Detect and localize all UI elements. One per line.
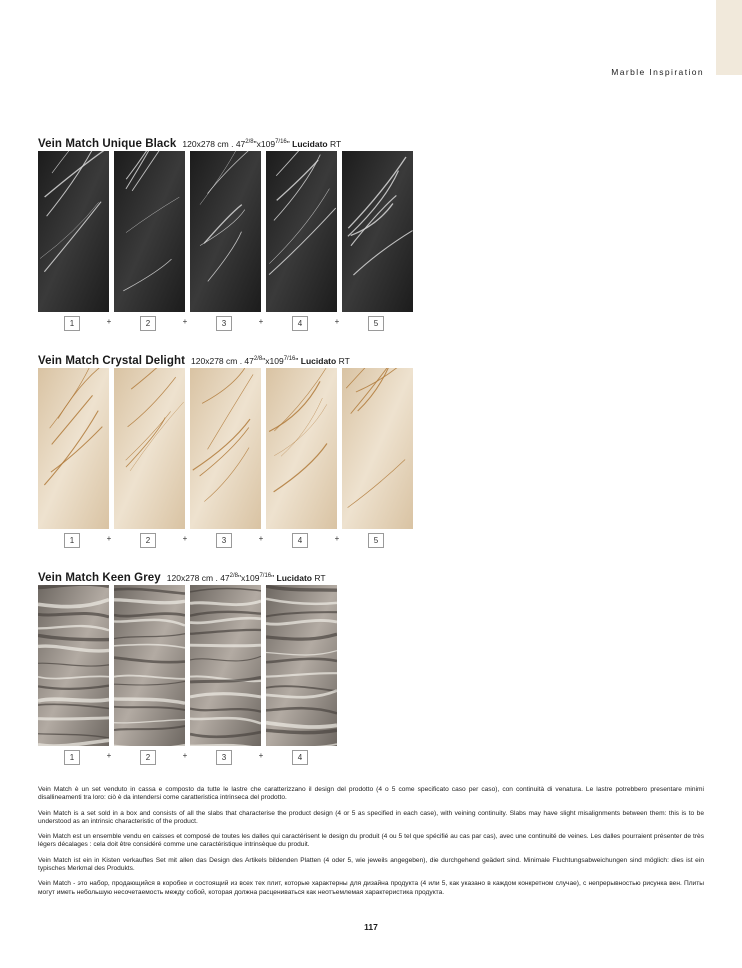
description-block: [38, 786, 704, 904]
marble-slab: [114, 151, 185, 312]
slab-number: 1: [64, 533, 80, 548]
slab-number: 1: [64, 316, 80, 331]
slab-number-cell: [342, 533, 413, 548]
plus-sign: +: [182, 534, 188, 543]
plus-sign: +: [182, 317, 188, 326]
slab-number: 5: [368, 316, 384, 331]
slab-number: 4: [292, 533, 308, 548]
page-number: 117: [364, 922, 378, 932]
product-name: Vein Match Unique Black: [38, 137, 177, 150]
marble-slab: [266, 585, 337, 746]
description-german: Vein Match ist ein in Kisten verkauftes Set mit allen das Design des Artikels bildenden Platten (4 oder 5, wie jeweils angegeben), die durchgehend geädert sind. Minimale Fluchtungsabweichungen sind möglich: dies ist ein typisches Merkmal des Produkts.: [38, 856, 704, 873]
section-unique-black: [38, 136, 413, 331]
marble-slab: [114, 585, 185, 746]
slab-number: 5: [368, 533, 384, 548]
slab-row: [38, 585, 337, 746]
marble-slab: [190, 585, 261, 746]
slab-number: 2: [140, 316, 156, 331]
slab-number-cell: [114, 316, 188, 331]
description-italian: Vein Match è un set venduto in cassa e composto da tutte le lastre che caratterizzano il design del prodotto (4 o 5 come specificato caso per caso), con continuità di venatura. Le lastre potrebbero presentare minimi disallineamenti tra loro: ciò è da intendersi come caratteristica intrinseca del prodotto.: [38, 786, 704, 802]
slab-number-row: [38, 533, 413, 548]
plus-sign: +: [106, 751, 112, 760]
slab-row: [38, 151, 413, 312]
slab-number: 2: [140, 750, 156, 765]
marble-slab: [38, 585, 109, 746]
slab-number: 4: [292, 750, 308, 765]
marble-slab: [38, 151, 109, 312]
slab-number-cell: [266, 750, 337, 765]
marble-slab: [190, 368, 261, 529]
running-head: Marble Inspiration: [611, 67, 704, 77]
product-code: RT: [314, 572, 326, 583]
slab-number-cell: [190, 533, 264, 548]
plus-sign: +: [182, 751, 188, 760]
section-keen-grey: [38, 570, 337, 765]
marble-slab: [266, 151, 337, 312]
plus-sign: +: [106, 317, 112, 326]
slab-number: 4: [292, 316, 308, 331]
slab-number: 1: [64, 750, 80, 765]
plus-sign: +: [334, 534, 340, 543]
section-title-line: Vein Match Keen Grey 120x278 cm . $47^{2/8}"x109^{7/16}$" Lucidato RT: [38, 571, 326, 584]
description-french: Vein Match est un ensemble vendu en caisses et composé de toutes les dalles qui caractérisent le design du produit (4 ou 5 tel que spécifié au cas par cas), avec une continuité de veines. Les dalles pourraient présenter de très légers décalages : cela doit être considéré comme une caractéristique intrinsèque du produit.: [38, 833, 704, 849]
plus-sign: +: [106, 534, 112, 543]
marble-slab: [38, 368, 109, 529]
slab-number-cell: [38, 316, 112, 331]
marble-slab: [190, 151, 261, 312]
slab-number: 3: [216, 316, 232, 331]
section-crystal-delight: [38, 353, 413, 548]
slab-number-cell: [190, 316, 264, 331]
slab-number-cell: [38, 750, 112, 765]
product-name: Vein Match Crystal Delight: [38, 354, 186, 367]
product-size: 120x278 cm . 47: [182, 138, 246, 149]
product-finish: Lucidato: [292, 138, 328, 149]
section-title-line: Vein Match Crystal Delight 120x278 cm . $47^{2/8}"x109^{7/16}$" Lucidato RT: [38, 354, 350, 367]
slab-number-cell: [114, 533, 188, 548]
marble-slab: [342, 368, 413, 529]
marble-slab: [266, 368, 337, 529]
plus-sign: +: [258, 534, 264, 543]
product-name: Vein Match Keen Grey: [38, 571, 161, 584]
slab-number-row: [38, 750, 337, 765]
slab-number-cell: [266, 316, 340, 331]
slab-number-cell: [190, 750, 264, 765]
product-size: 120x278 cm . 47: [166, 572, 230, 583]
product-code: RT: [338, 355, 350, 366]
description-english: Vein Match is a set sold in a box and consists of all the slabs that characterise the product design (4 or 5 as specified in each case), with veining continuity. Slabs may have slight misalignments between them: this is to be understood as an intrinsic characteristic of the product.: [38, 809, 704, 825]
slab-number-cell: [114, 750, 188, 765]
product-finish: Lucidato: [300, 355, 337, 366]
plus-sign: +: [258, 751, 264, 760]
marble-slab: [114, 368, 185, 529]
slab-number-cell: [342, 316, 413, 331]
slab-number-cell: [38, 533, 112, 548]
slab-row: [38, 368, 413, 529]
plus-sign: +: [258, 317, 264, 326]
product-finish: Lucidato: [276, 572, 312, 583]
plus-sign: +: [334, 317, 340, 326]
slab-number-row: [38, 316, 413, 331]
description-russian: Vein Match - это набор, продающийся в коробке и состоящий из всех тех плит, которые характерны для дизайна продукта (4 или 5, как указано в каждом конкретном случае), с непрерывностью рисунка вен. Плиты могут иметь небольшую несочетаемость между собой, которая должна расцениваться как неотъемлемая характеристика продукта.: [38, 880, 704, 896]
product-size: 120x278 cm . 47: [191, 355, 254, 366]
slab-number: 2: [140, 533, 156, 548]
slab-number: 3: [216, 533, 232, 548]
marble-slab: [342, 151, 413, 312]
slab-number-cell: [266, 533, 340, 548]
product-code: RT: [329, 138, 342, 149]
section-title-line: Vein Match Unique Black 120x278 cm . $47^{2/8}"x109^{7/16}$" Lucidato RT: [38, 137, 342, 150]
slab-number: 3: [216, 750, 232, 765]
corner-tab: [716, 0, 742, 75]
